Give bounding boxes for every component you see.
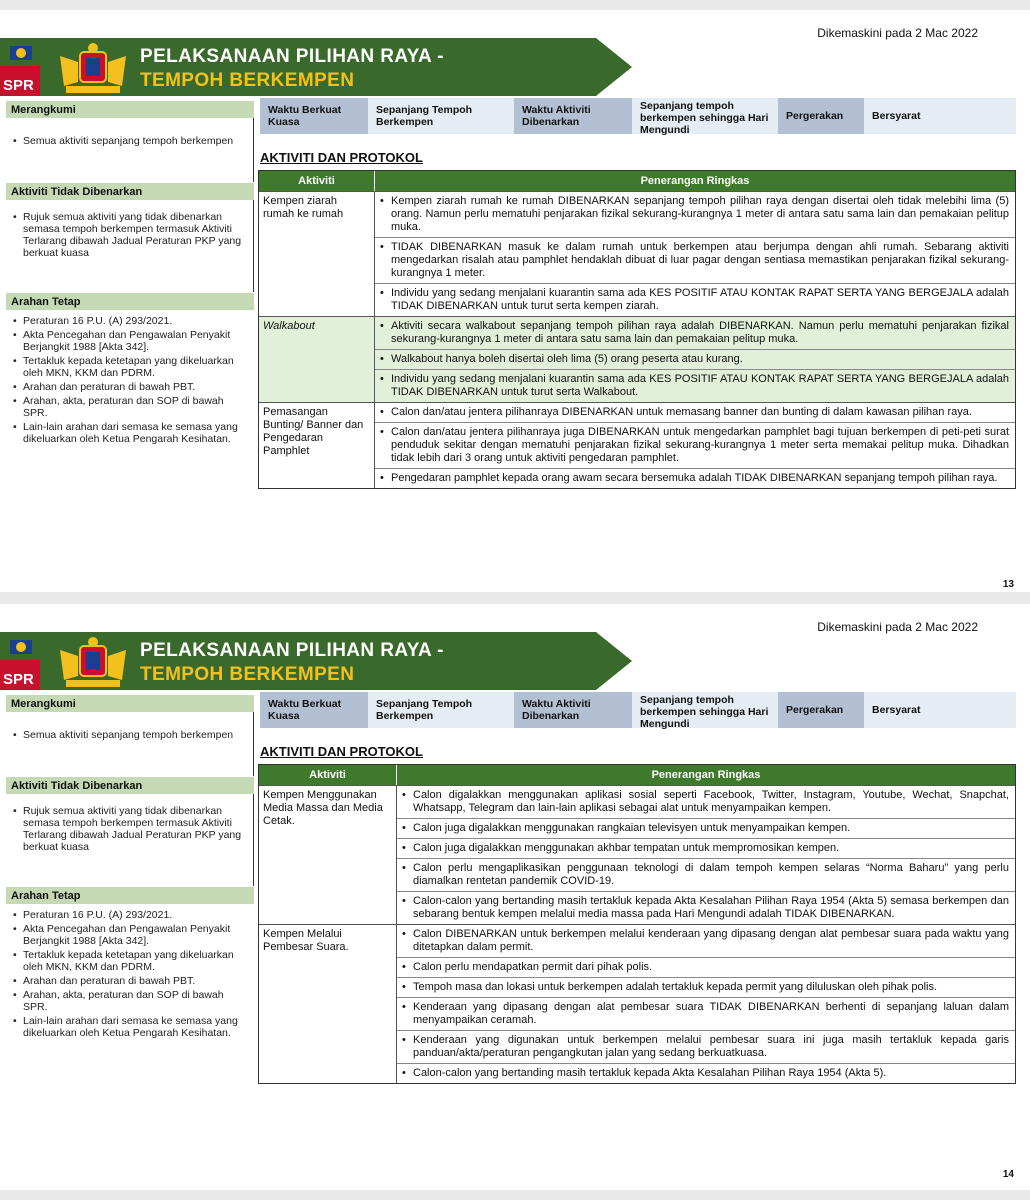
page-number: 13: [1002, 579, 1014, 590]
spr-logo: [0, 634, 46, 692]
activity-cell: Kempen Melalui Pembesar Suara.: [259, 925, 397, 1083]
orders-item: • Akta Pencegahan dan Pengawalan Penyakit Berjangkit 1988 [Akta 342].: [11, 329, 249, 353]
orders-item: • Arahan, akta, peraturan dan SOP di bawah SPR.: [11, 989, 249, 1013]
description-item: • Individu yang sedang menjalani kuarantin sama ada KES POSITIF ATAU KONTAK RAPAT SERTA YANG BERGEJALA adalah TIDAK DIBENARKAN untuk turut serta kempen ziarah.: [375, 284, 1015, 316]
table-row: [259, 191, 1015, 316]
description-item: • Pengedaran pamphlet kepada orang awam secara bersemuka adalah TIDAK DIBENARKAN sepanjang tempoh pilihan raya.: [375, 469, 1015, 488]
activity-table: [258, 764, 1016, 1084]
description-item: • Aktiviti secara walkabout sepanjang tempoh pilihan raya adalah DIBENARKAN. Namun perlu mematuhi penjarakan fizikal sekurang-kurangnya 1 meter di antara satu sama lain dan pemakaian pelitup muka.: [375, 317, 1015, 350]
table-header: [259, 171, 1015, 191]
orders-body: [6, 904, 254, 1047]
info-tab: Waktu Aktiviti Dibenarkan: [514, 692, 632, 728]
info-bar: [260, 98, 1016, 134]
description-item: • Calon DIBENARKAN untuk berkempen melalui kenderaan yang dipasang dengan alat pembesar suara pada waktu yang ditetapkan dalam permit.: [397, 925, 1015, 958]
coat-of-arms-icon: [56, 42, 130, 94]
description-item: • Calon digalakkan menggunakan aplikasi sosial seperti Facebook, Twitter, Instagram, Youtube, Wechat, Snapchat, Whatsapp, Telegram dan lain-lain aplikasi sebagai alat untuk menyampaikan kempen.: [397, 786, 1015, 819]
orders-item: • Arahan dan peraturan di bawah PBT.: [11, 381, 249, 393]
orders-heading: Arahan Tetap: [6, 886, 254, 904]
orders-item: • Akta Pencegahan dan Pengawalan Penyakit Berjangkit 1988 [Akta 342].: [11, 923, 249, 947]
description-cell: [397, 786, 1015, 924]
info-tab: Sepanjang Tempoh Berkempen: [368, 98, 514, 134]
info-tab: Bersyarat: [864, 692, 1016, 728]
table-row: [259, 924, 1015, 1083]
forbidden-body: [6, 200, 254, 292]
summary-sidebar: [6, 100, 254, 453]
orders-item: • Tertakluk kepada ketetapan yang dikeluarkan oleh MKN, KKM dan PDRM.: [11, 949, 249, 973]
table-row: [259, 785, 1015, 924]
orders-item: • Tertakluk kepada ketetapan yang dikeluarkan oleh MKN, KKM dan PDRM.: [11, 355, 249, 379]
summary-body: [6, 712, 254, 776]
description-cell: [375, 317, 1015, 402]
orders-body: [6, 310, 254, 453]
page-title-line1: PELAKSANAAN PILIHAN RAYA -: [140, 46, 444, 67]
description-cell: [375, 403, 1015, 488]
info-tab: Sepanjang tempoh berkempen sehingga Hari Mengundi: [632, 98, 778, 134]
document-page-14: [0, 604, 1030, 1190]
activity-table: [258, 170, 1016, 489]
coat-of-arms-icon: [56, 636, 130, 688]
page-title-line2: TEMPOH BERKEMPEN: [140, 664, 355, 685]
svg-text:SPR: SPR: [3, 77, 34, 94]
forbidden-heading: Aktiviti Tidak Dibenarkan: [6, 776, 254, 794]
description-item: • Kenderaan yang digunakan untuk berkempen melalui pembesar suara ini juga masih tertakluk kepada garis panduan/akta/peraturan pengangkutan jalan yang sedang berkuatkuasa.: [397, 1031, 1015, 1064]
summary-heading: Merangkumi: [6, 100, 254, 118]
description-item: • Calon perlu mendapatkan permit dari pihak polis.: [397, 958, 1015, 978]
activity-cell: Pemasangan Bunting/ Banner dan Pengedaran Pamphlet: [259, 403, 375, 488]
info-tab: Waktu Berkuat Kuasa: [260, 692, 368, 728]
description-item: • Calon-calon yang bertanding masih tertakluk kepada Akta Kesalahan Pilihan Raya 1954 (Akta 5).: [397, 1064, 1015, 1083]
info-bar: [260, 692, 1016, 728]
spr-logo: [0, 40, 46, 98]
description-item: • Calon juga digalakkan menggunakan rangkaian televisyen untuk menyampaikan kempen.: [397, 819, 1015, 839]
page-number: 14: [1002, 1169, 1014, 1180]
orders-item: • Arahan, akta, peraturan dan SOP di bawah SPR.: [11, 395, 249, 419]
orders-item: • Peraturan 16 P.U. (A) 293/2021.: [11, 909, 249, 921]
description-item: • Kempen ziarah rumah ke rumah DIBENARKAN sepanjang tempoh pilihan raya dengan disertai oleh tidak melebihi lima (5) orang. Namun perlu mematuhi penjarakan fizikal sekurang-kurangnya 1 meter di antara satu sama lain dan pemakaian pelitup muka.: [375, 192, 1015, 238]
description-item: • Individu yang sedang menjalani kuarantin sama ada KES POSITIF ATAU KONTAK RAPAT SERTA YANG BERGEJALA adalah TIDAK DIBENARKAN untuk turut serta Walkabout.: [375, 370, 1015, 402]
info-tab: Bersyarat: [864, 98, 1016, 134]
description-item: • Calon-calon yang bertanding masih tertakluk kepada Akta Kesalahan Pilihan Raya 1954 (Akta 5) semasa berkempen dan sebarang bentuk kempen melalui media massa pada Hari Mengundi adalah TIDAK DIBENARKAN.: [397, 892, 1015, 924]
description-item: • Walkabout hanya boleh disertai oleh lima (5) orang peserta atau kurang.: [375, 350, 1015, 370]
summary-heading: Merangkumi: [6, 694, 254, 712]
orders-item: • Lain-lain arahan dari semasa ke semasa yang dikeluarkan oleh Ketua Pengarah Kesihatan.: [11, 421, 249, 445]
summary-item: • Semua aktiviti sepanjang tempoh berkempen: [11, 729, 248, 741]
activity-column-header: Aktiviti: [259, 171, 375, 191]
description-item: • Calon perlu mengaplikasikan penggunaan teknologi di dalam tempoh kempen selaras “Norma Baharu” yang perlu diamalkan rentetan pandemik COVID-19.: [397, 859, 1015, 892]
section-title: AKTIVITI DAN PROTOKOL: [260, 150, 423, 165]
info-tab: Sepanjang tempoh berkempen sehingga Hari Mengundi: [632, 692, 778, 728]
svg-text:SPR: SPR: [3, 671, 34, 688]
description-item: • Tempoh masa dan lokasi untuk berkempen adalah tertakluk kepada permit yang diluluskan oleh pihak polis.: [397, 978, 1015, 998]
forbidden-item: • Rujuk semua aktiviti yang tidak dibenarkan semasa tempoh berkempen termasuk Aktiviti Terlarang dibawah Jadual Peraturan PKP yang berkuat kuasa: [11, 805, 248, 853]
description-item: • Calon dan/atau jentera pilihanraya juga DIBENARKAN untuk mengedarkan pamphlet bagi tujuan berkempen di peti-peti surat penduduk sekitar dengan mematuhi penjarakan fizikal sekurang-kurangnya 1 meter serta memakai pelitup muka. Dihadkan tidak lebih dari 3 orang untuk aktiviti pengedaran pamphlet.: [375, 423, 1015, 469]
activity-cell: Kempen ziarah rumah ke rumah: [259, 192, 375, 316]
summary-sidebar: [6, 694, 254, 1047]
table-row: [259, 316, 1015, 402]
description-item: • TIDAK DIBENARKAN masuk ke dalam rumah untuk berkempen atau berjumpa dengan ahli rumah. Sebarang aktiviti mengedarkan risalah atau pamphlet hendaklah dibuat di luar pagar dengan sentiasa memastikan penjarakan fizikal sekurang-kurangnya 1 meter.: [375, 238, 1015, 284]
orders-item: • Arahan dan peraturan di bawah PBT.: [11, 975, 249, 987]
description-item: • Kenderaan yang dipasang dengan alat pembesar suara TIDAK DIBENARKAN berhenti di sepanjang laluan dalam menyampaikan ceramah.: [397, 998, 1015, 1031]
info-tab: Pergerakan: [778, 692, 864, 728]
updated-date: Dikemaskini pada 2 Mac 2022: [817, 620, 978, 634]
description-item: • Calon juga digalakkan menggunakan akhbar tempatan untuk mempromosikan kempen.: [397, 839, 1015, 859]
orders-item: • Peraturan 16 P.U. (A) 293/2021.: [11, 315, 249, 327]
info-tab: Pergerakan: [778, 98, 864, 134]
description-cell: [375, 192, 1015, 316]
table-row: [259, 402, 1015, 488]
section-title: AKTIVITI DAN PROTOKOL: [260, 744, 423, 759]
info-tab: Waktu Aktiviti Dibenarkan: [514, 98, 632, 134]
page-title-line2: TEMPOH BERKEMPEN: [140, 70, 355, 91]
description-cell: [397, 925, 1015, 1083]
description-column-header: Penerangan Ringkas: [640, 175, 750, 187]
forbidden-item: • Rujuk semua aktiviti yang tidak dibenarkan semasa tempoh berkempen termasuk Aktiviti Terlarang dibawah Jadual Peraturan PKP yang berkuat kuasa: [11, 211, 248, 259]
info-tab: Sepanjang Tempoh Berkempen: [368, 692, 514, 728]
activity-cell: Kempen Menggunakan Media Massa dan Media Cetak.: [259, 786, 397, 924]
orders-heading: Arahan Tetap: [6, 292, 254, 310]
description-item: • Calon dan/atau jentera pilihanraya DIBENARKAN untuk memasang banner dan bunting di dalam kawasan pilihan raya.: [375, 403, 1015, 423]
table-header: [259, 765, 1015, 785]
orders-item: • Lain-lain arahan dari semasa ke semasa yang dikeluarkan oleh Ketua Pengarah Kesihatan.: [11, 1015, 249, 1039]
activity-column-header: Aktiviti: [259, 765, 397, 785]
description-column-header: Penerangan Ringkas: [651, 769, 761, 781]
forbidden-body: [6, 794, 254, 886]
activity-cell: Walkabout: [259, 317, 375, 402]
summary-item: • Semua aktiviti sepanjang tempoh berkempen: [11, 135, 248, 147]
document-page-13: [0, 10, 1030, 592]
info-tab: Waktu Berkuat Kuasa: [260, 98, 368, 134]
forbidden-heading: Aktiviti Tidak Dibenarkan: [6, 182, 254, 200]
summary-body: [6, 118, 254, 182]
updated-date: Dikemaskini pada 2 Mac 2022: [817, 26, 978, 40]
page-title-line1: PELAKSANAAN PILIHAN RAYA -: [140, 640, 444, 661]
